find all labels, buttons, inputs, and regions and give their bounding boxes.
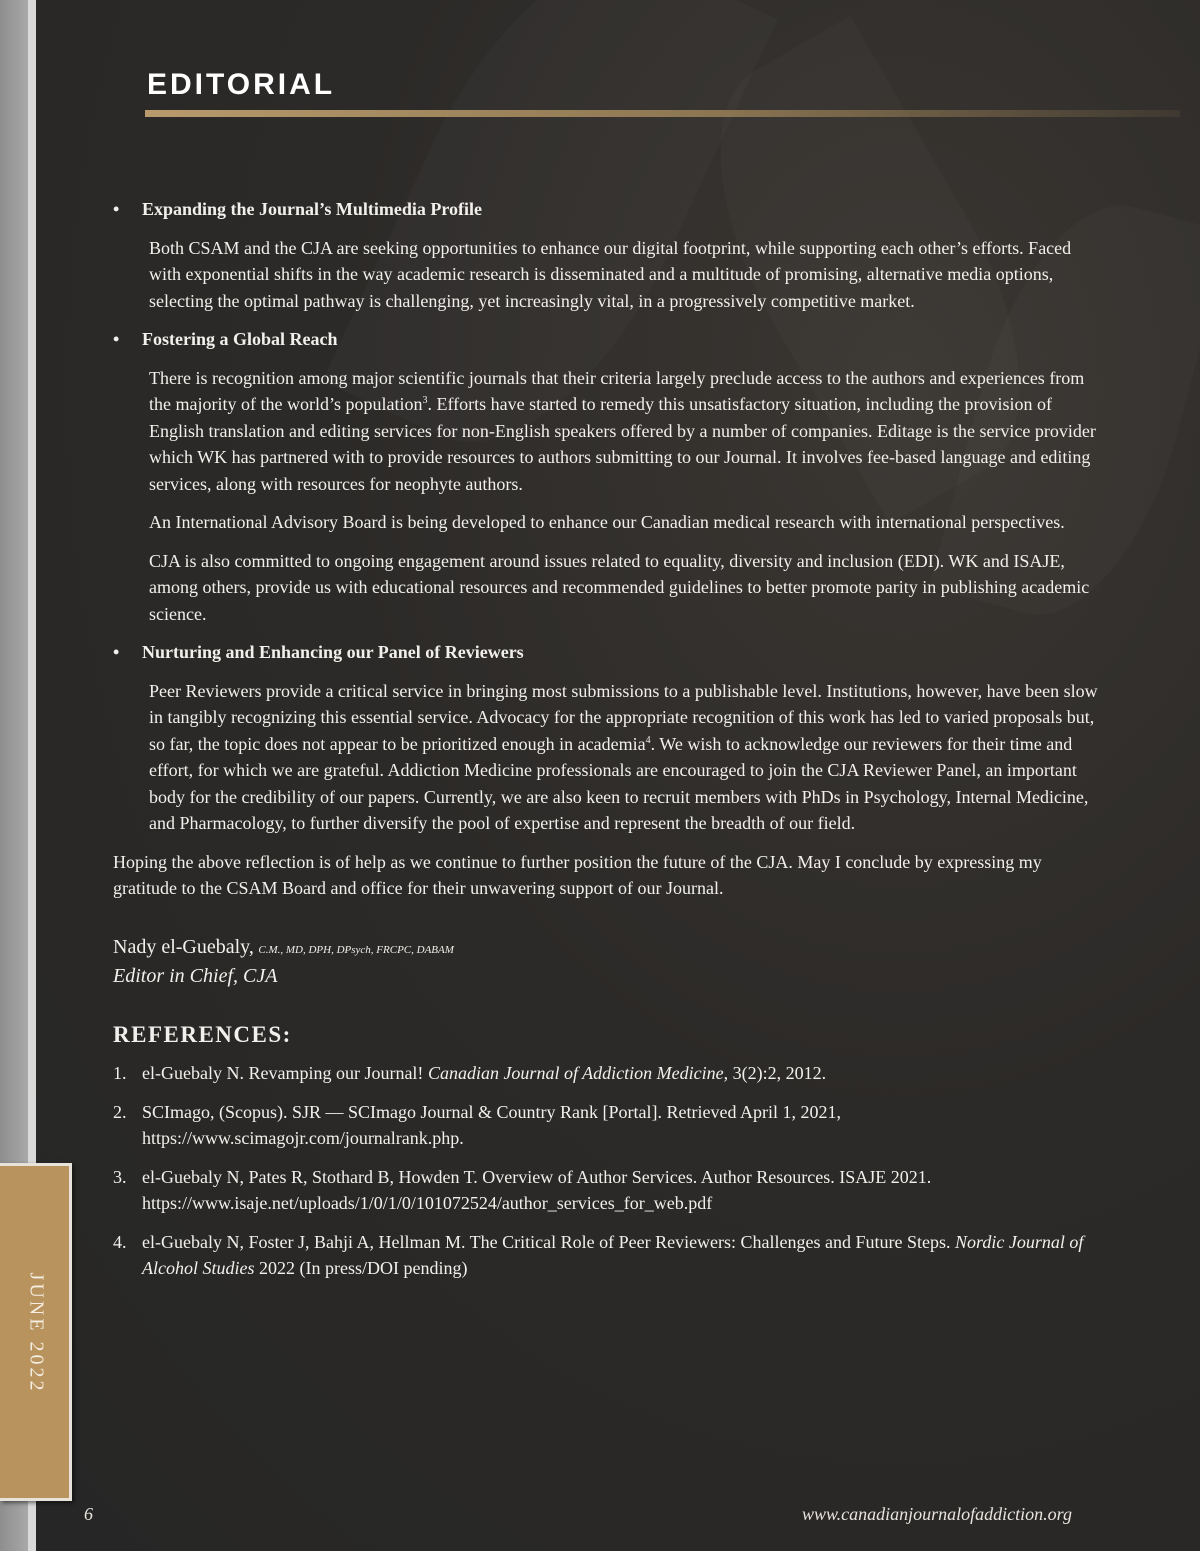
closing-paragraph: Hoping the above reflection is of help as we continue to further position the future of the CJA. May I conclude by expressing my gratitude to the CSAM Board and office for their unwavering support of our Journal.: [113, 851, 1042, 898]
reference-text: , 3(2):2, 2012.: [723, 1063, 827, 1083]
footnote-ref: 4: [645, 734, 651, 746]
header-rule: [145, 110, 1180, 117]
reference-text: SCImago, (Scopus). SJR — SCImago Journal & Country Rank [Portal]. Retrieved April 1, 2021, https://www.scimagojr.com/journalrank.php.: [142, 1101, 841, 1148]
reference-text: el-Guebaly N, Pates R, Stothard B, Howden T. Overview of Author Services. Author Resources. ISAJE 2021. https://www.isaje.net/uploads/1/0/1/0/101072524/author_services_for_web.pdf: [142, 1166, 932, 1213]
section-multimedia: [113, 196, 1098, 314]
section-heading: [113, 196, 1098, 223]
references-heading: REFERENCES:: [113, 1021, 292, 1047]
reference-item: [113, 1229, 1098, 1282]
journal-website-link[interactable]: www.canadianjournalofaddiction.org: [801, 1504, 1072, 1524]
section-reviewers: [113, 639, 1098, 837]
bullet-icon: •: [113, 329, 120, 349]
footnote-ref: 3: [422, 395, 428, 406]
reference-item: [113, 1164, 1098, 1217]
section-heading-text: Fostering a Global Reach: [142, 329, 338, 349]
paragraph: CJA is also committed to ongoing engagement around issues related to equality, diversity and inclusion (EDI). WK and ISAJE, among others, provide us with educational resources and recommended guidelines to better promote parity in publishing academic science.: [149, 550, 1090, 624]
author-credentials: C.M., MD, DPH, DPsych, FRCPC, DABAM: [258, 943, 454, 956]
paragraph: Both CSAM and the CJA are seeking opportunities to enhance our digital footprint, while supporting each other’s efforts. Faced with exponential shifts in the way academic research is disseminated and a multitude of promising, alternative media options, selecting the optimal pathway is challenging, yet increasingly vital, in a progressively competitive market.: [149, 237, 1072, 311]
signature-line: [113, 934, 1098, 964]
section-heading: [113, 639, 1098, 666]
paragraph: An International Advisory Board is being developed to enhance our Canadian medical research with international perspectives.: [149, 512, 1065, 532]
reference-text: 2022 (In press/DOI pending): [254, 1258, 468, 1278]
section-header: EDITORIAL: [147, 68, 336, 101]
references-list: [113, 1060, 1098, 1282]
paragraph: [113, 365, 1098, 498]
reference-item: [113, 1099, 1098, 1152]
bullet-icon: •: [113, 199, 120, 219]
article-body: [113, 196, 1098, 1294]
section-heading: [113, 326, 1098, 353]
reference-number: 1.: [113, 1063, 127, 1083]
issue-date-label: JUNE 2022: [25, 1272, 48, 1394]
author-title: Editor in Chief, CJA: [113, 965, 278, 987]
signature-block: [113, 934, 1098, 990]
reference-number: 2.: [113, 1101, 127, 1122]
paragraph-text: There is recognition among major scientific journals that their criteria largely preclude access to the authors and experiences from the majority of the world’s population: [149, 367, 1085, 414]
section-heading-text: Nurturing and Enhancing our Panel of Reviewers: [142, 642, 524, 662]
reference-item: [113, 1060, 1098, 1087]
paragraph-text: Peer Reviewers provide a critical service in bringing most submissions to a publishable level. Institutions, however, have been slow in tangibly recognizing this essential service. Advocacy for the appropriate recognition of this work has led to varied proposals but, so far, the topic does not appear to be prioritized enough in academia: [149, 680, 1098, 754]
reference-text: el-Guebaly N, Foster J, Bahji A, Hellman M. The Critical Role of Peer Reviewers: Challenges and Future Steps.: [142, 1231, 956, 1252]
reference-journal: Canadian Journal of Addiction Medicine: [427, 1063, 724, 1083]
paragraph: [113, 678, 1098, 837]
reference-text: el-Guebaly N. Revamping our Journal!: [142, 1063, 428, 1083]
bullet-icon: •: [113, 642, 120, 662]
reference-number: 3.: [113, 1166, 127, 1187]
reference-number: 4.: [113, 1231, 127, 1252]
section-global-reach: [113, 326, 1098, 627]
paragraph-text: . We wish to acknowledge our reviewers for their time and effort, for which we are grateful. Addiction Medicine professionals are encouraged to join the CJA Reviewer Panel, an important body for the credibility of our papers. Currently, we are also keen to recruit members with PhDs in Psychology, Internal Medicine, and Pharmacology, to further diversify the pool of expertise and represent the breadth of our field.: [149, 733, 1089, 833]
page-number: 6: [84, 1504, 93, 1524]
author-name: Nady el-Guebaly,: [113, 935, 254, 958]
section-heading-text: Expanding the Journal’s Multimedia Profile: [142, 199, 483, 219]
reference-journal: Nordic Journal of Alcohol Studies: [142, 1231, 1084, 1278]
paragraph-text: . Efforts have started to remedy this unsatisfactory situation, including the provision of English translation and editing services for non-English speakers offered by a number of companies. Editage is the service provider which WK has partnered with to provide resources to authors submitting to our Journal. It involves fee-based language and editing services, along with resources for neophyte authors.: [149, 394, 1096, 494]
